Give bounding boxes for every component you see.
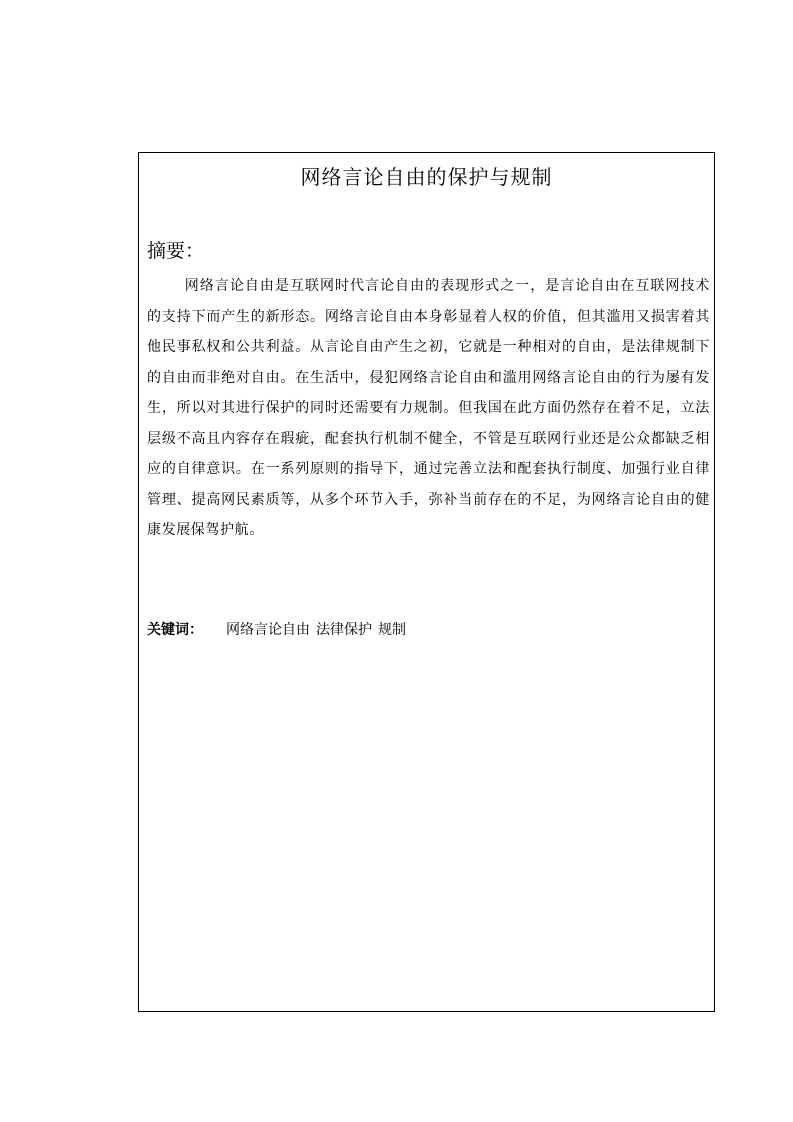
- keywords-label: 关键词：: [147, 622, 203, 638]
- keyword-item: 规制: [378, 622, 406, 638]
- abstract-body: 网络言论自由是互联网时代言论自由的表现形式之一，是言论自由在互联网技术的支持下而产生的新形态。网络言论自由本身彰显着人权的价值，但其滥用又损害着其他民事私权和公共利益。从言论自由产生之初，它就是一种相对的自由，是法律规制下的自由而非绝对自由。在生活中，侵犯网络言论自由和滥用网络言论自由的行为屡有发生，所以对其进行保护的同时还需要有力规制。但我国在此方面仍然存在着不足，立法层级不高且内容存在瑕疵，配套执行机制不健全，不管是互联网行业还是公众都缺乏相应的自律意识。在一系列原则的指导下，通过完善立法和配套执行制度、加强行业自律管理、提高网民素质等，从多个环节入手，弥补当前存在的不足，为网络言论自由的健康发展保驾护航。: [147, 278, 710, 538]
- keyword-item: 法律保护: [316, 622, 372, 638]
- document-title: 网络言论自由的保护与规制: [300, 165, 553, 189]
- keywords-line: [147, 619, 412, 641]
- keyword-item: 网络言论自由: [226, 622, 310, 638]
- abstract-frame: [138, 152, 715, 1012]
- abstract-heading: 摘要：: [147, 240, 205, 262]
